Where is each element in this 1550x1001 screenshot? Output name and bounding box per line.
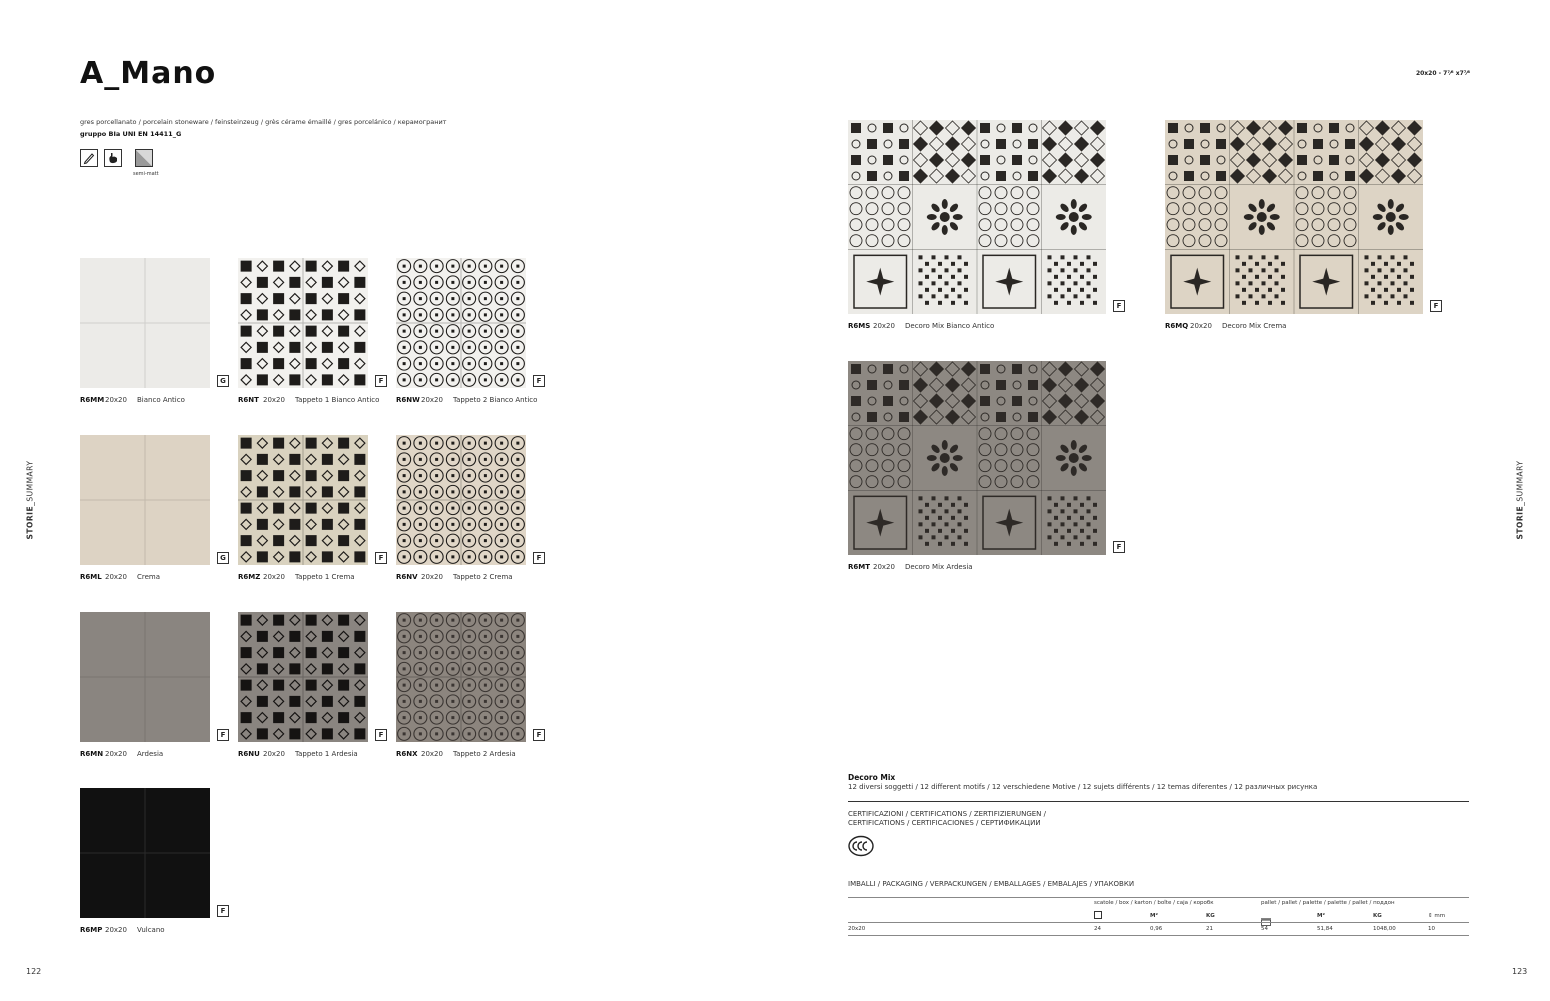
format-size-tag: 20x20 - 7⁷⁄⁸ x7⁷⁄⁸ [1415, 70, 1470, 77]
tile-swatch-r6nx [396, 612, 526, 742]
hand-touch-icon [104, 149, 122, 167]
decor-caption [1165, 322, 1286, 330]
tile-mark: F [375, 552, 387, 564]
decor-name: Decoro Mix Crema [1222, 322, 1287, 330]
side-label-right: STORIE_SUMMARY [1515, 460, 1525, 540]
tile-size: 20x20 [263, 573, 285, 581]
decoro-mix-title: Decoro Mix [848, 773, 896, 782]
tile-swatch-r6nt [238, 258, 368, 388]
tile-size: 20x20 [421, 750, 443, 758]
material-description: gres porcellanato / porcelain stoneware / feinsteinzeug / grès cérame émaillé / gres porcelánico / керамогранит [80, 118, 447, 126]
tile-name: Vulcano [137, 926, 165, 934]
tile-swatch-r6mm [80, 258, 210, 388]
row-size: 20x20 [848, 926, 866, 932]
tile-mark: G [217, 375, 229, 387]
tile-code: R6MN [80, 750, 104, 758]
tile-mark: F [533, 552, 545, 564]
certifications-heading-2: CERTIFICATIONS / CERTIFICACIONES / СЕРТИФИКАЦИИ [848, 819, 1041, 827]
tile-name: Crema [137, 573, 161, 581]
tile-mark: F [533, 729, 545, 741]
box-group-header: scatole / box / karton / boîte / caja / коробк [1094, 900, 1214, 906]
pallet-group-header: pallet / pallet / palette / palette / pallet / поддон [1261, 900, 1395, 906]
tile-size: 20x20 [105, 750, 127, 758]
decor-swatch-r6mq [1165, 120, 1423, 314]
tile-size: 20x20 [421, 573, 443, 581]
tile-swatch-r6nw [396, 258, 526, 388]
row-box-pallet: 54 [1261, 926, 1268, 932]
divider [848, 801, 1469, 802]
decor-size: 20x20 [1190, 322, 1212, 330]
box-kg-header: KG [1206, 913, 1215, 919]
tile-mark: G [217, 552, 229, 564]
decor-mark: F [1113, 300, 1125, 312]
decor-swatch-r6mt [848, 361, 1106, 555]
packaging-heading: IMBALLI / PACKAGING / VERPACKUNGEN / EMBALLAGES / EMBALAJES / УПАКОВКИ [848, 880, 1135, 888]
tile-caption [396, 573, 513, 581]
decor-code: R6MS [848, 322, 871, 330]
table-bottom-rule [848, 935, 1469, 936]
tile-name: Tappeto 1 Crema [295, 573, 355, 581]
tile-mark: F [217, 905, 229, 917]
certifications-heading-1: CERTIFICAZIONI / CERTIFICATIONS / ZERTIFIZIERUNGEN / [848, 810, 1046, 818]
row-thickness: 10 [1428, 926, 1435, 932]
tile-code: R6MZ [238, 573, 261, 581]
tile-name: Ardesia [137, 750, 164, 758]
tile-code: R6NU [238, 750, 260, 758]
finish-label: semi-matt [133, 171, 159, 177]
row-kg-box: 21 [1206, 926, 1213, 932]
tile-caption [80, 926, 165, 934]
thickness-icon: ⇕ [1428, 913, 1433, 919]
tile-size: 20x20 [105, 573, 127, 581]
tile-code: R6NT [238, 396, 259, 404]
decor-name: Decoro Mix Ardesia [905, 563, 973, 571]
box-m2-header: M² [1150, 913, 1158, 919]
row-m2-box: 0,96 [1150, 926, 1163, 932]
tile-caption [396, 396, 537, 404]
tile-name: Tappeto 1 Bianco Antico [295, 396, 380, 404]
row-pcs-box: 24 [1094, 926, 1101, 932]
tile-caption [396, 750, 516, 758]
decor-code: R6MQ [1165, 322, 1189, 330]
certification-logo-icon [848, 835, 874, 857]
decor-size: 20x20 [873, 563, 895, 571]
semi-matt-finish-icon [135, 149, 153, 167]
tile-name: Tappeto 1 Ardesia [295, 750, 358, 758]
decor-size: 20x20 [873, 322, 895, 330]
pallet-kg-header: KG [1373, 913, 1382, 919]
tile-name: Tappeto 2 Bianco Antico [453, 396, 538, 404]
row-m2-pallet: 51,84 [1317, 926, 1333, 932]
tile-size: 20x20 [263, 396, 285, 404]
group-classification: gruppo BIa UNI EN 14411_G [80, 130, 182, 138]
tile-code: R6NW [396, 396, 420, 404]
tile-caption [238, 750, 358, 758]
tile-code: R6NX [396, 750, 418, 758]
decor-mark: F [1113, 541, 1125, 553]
table-top-rule [848, 897, 1469, 898]
tile-name: Tappeto 2 Ardesia [453, 750, 516, 758]
page-number-left: 122 [26, 967, 42, 976]
tile-mark: F [217, 729, 229, 741]
row-kg-pallet: 1048,00 [1373, 926, 1396, 932]
tile-caption [80, 573, 160, 581]
tile-swatch-r6nv [396, 435, 526, 565]
tile-name: Tappeto 2 Crema [453, 573, 513, 581]
tile-name: Bianco Antico [137, 396, 185, 404]
thickness-header: ⇕ mm [1428, 913, 1446, 919]
tile-swatch-r6ml [80, 435, 210, 565]
tile-swatch-r6mn [80, 612, 210, 742]
tile-size: 20x20 [105, 396, 127, 404]
decor-caption [848, 322, 994, 330]
tile-swatch-r6nu [238, 612, 368, 742]
pallet-m2-header: M² [1317, 913, 1325, 919]
tile-caption [80, 396, 185, 404]
decor-name: Decoro Mix Bianco Antico [905, 322, 995, 330]
side-label-left: STORIE_SUMMARY [25, 460, 35, 540]
tile-swatch-r6mp [80, 788, 210, 918]
decoro-mix-subtitle: 12 diversi soggetti / 12 different motifs / 12 verschiedene Motive / 12 sujets différents / 12 temas diferentes / 12 различных рисунка [848, 783, 1318, 791]
tile-code: R6ML [80, 573, 102, 581]
tile-caption [238, 396, 379, 404]
collection-title: A_Mano [80, 56, 217, 91]
tile-size: 20x20 [105, 926, 127, 934]
page-number-right: 123 [1512, 967, 1528, 976]
tile-code: R6MP [80, 926, 103, 934]
table-mid-rule [848, 922, 1469, 923]
tile-code: R6MM [80, 396, 105, 404]
decor-code: R6MT [848, 563, 871, 571]
tile-caption [238, 573, 355, 581]
tile-size: 20x20 [263, 750, 285, 758]
tile-size: 20x20 [421, 396, 443, 404]
decor-caption [848, 563, 973, 571]
tile-caption [80, 750, 163, 758]
decor-swatch-r6ms [848, 120, 1106, 314]
tile-swatch-r6mz [238, 435, 368, 565]
tile-mark: F [533, 375, 545, 387]
tile-code: R6NV [396, 573, 418, 581]
tile-mark: F [375, 729, 387, 741]
decor-mark: F [1430, 300, 1442, 312]
pieces-icon [1094, 911, 1102, 919]
boxes-icon [1261, 911, 1271, 919]
tile-mark: F [375, 375, 387, 387]
pencil-icon [80, 149, 98, 167]
